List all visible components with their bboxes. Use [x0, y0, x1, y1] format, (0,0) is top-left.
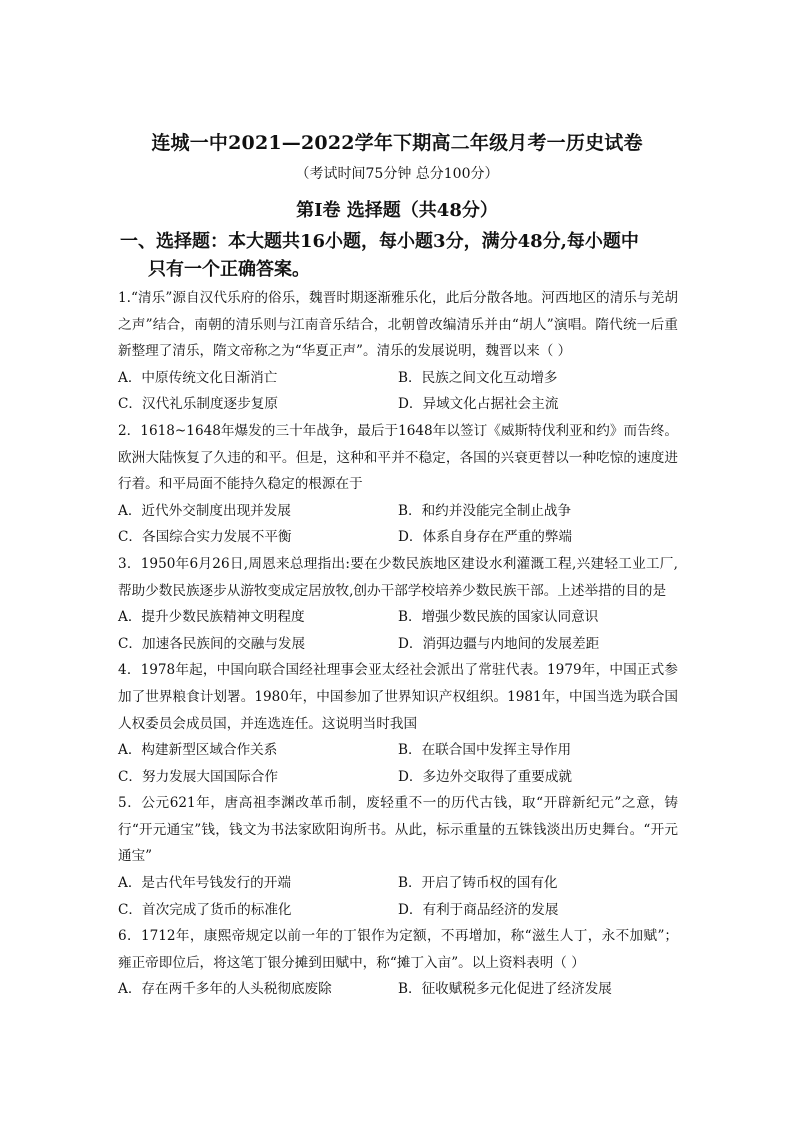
option-c: C．努力发展大国国际合作 — [118, 768, 278, 785]
part-title: 第Ⅰ卷 选择题（共48分） — [296, 200, 498, 221]
option-c: C．首次完成了货币的标准化 — [118, 901, 292, 918]
option-b: B．在联合国中发挥主导作用 — [398, 742, 572, 759]
question-stem: 6．1712年，康熙帝规定以前一年的丁银作为定额，不再增加，称“滋生人丁，永不加赋”；雍正帝即位后，将这笔丁银分摊到田赋中，称“摊丁入亩”。以上资料表明（ ） — [118, 928, 678, 971]
option-a: A．提升少数民族精神文明程度 — [118, 609, 305, 626]
question-5 — [118, 790, 678, 923]
option-a: A．构建新型区域合作关系 — [118, 742, 278, 759]
option-c: C．汉代礼乐制度逐步复原 — [118, 396, 278, 413]
exam-subtitle: （考试时间75分钟 总分100分） — [295, 166, 499, 182]
option-a: A．中原传统文化日渐消亡 — [118, 369, 278, 386]
question-1 — [118, 285, 678, 418]
option-d: D．体系自身存在严重的弊端 — [398, 529, 573, 546]
question-options — [118, 365, 678, 418]
question-3 — [118, 551, 678, 657]
option-b: B．和约并没能完全制止战争 — [398, 502, 572, 519]
section-heading-line1: 一、选择题：本大题共16小题，每小题3分，满分48分,每小题中 — [120, 231, 639, 252]
option-a: A．近代外交制度出现并发展 — [118, 502, 291, 519]
question-options — [118, 870, 678, 923]
option-b: B．增强少数民族的国家认同意识 — [398, 609, 599, 626]
option-d: D．消弭边疆与内地间的发展差距 — [398, 635, 600, 652]
option-b: B．开启了铸币权的国有化 — [398, 875, 558, 892]
option-c: C．各国综合实力发展不平衡 — [118, 529, 292, 546]
question-options — [118, 976, 678, 1003]
option-a: A．存在两千多年的人头税彻底废除 — [118, 981, 332, 998]
question-stem: 5．公元621年，唐高祖李渊改革币制，废轻重不一的历代古钱，取“开辟新纪元”之意，铸行“开元通宝”钱，钱文为书法家欧阳询所书。从此，标示重量的五铢钱淡出历史舞台。“开元通宝” — [118, 795, 678, 865]
question-stem: 2．1618~1648年爆发的三十年战争，最后于1648年以签订《威斯特伐利亚和约》而告终。欧洲大陆恢复了久违的和平。但是，这种和平并不稳定，各国的兴衰更替以一种吃惊的速度进行着。和平局面不能持久稳定的根源在于 — [118, 422, 678, 493]
option-b: B．民族之间文化互动增多 — [398, 369, 558, 386]
question-options — [118, 498, 678, 551]
option-d: D．异域文化占据社会主流 — [398, 396, 559, 413]
exam-title: 连城一中2021—2022学年下期高二年级月考一历史试卷 — [151, 132, 643, 154]
question-list — [118, 285, 678, 1003]
option-b: B．征收赋税多元化促进了经济发展 — [398, 981, 612, 998]
section-heading-line2: 只有一个正确答案。 — [148, 259, 310, 280]
option-d: D．多边外交取得了重要成就 — [398, 768, 573, 785]
question-2 — [118, 418, 678, 551]
option-c: C．加速各民族间的交融与发展 — [118, 635, 306, 652]
option-d: D．有利于商品经济的发展 — [398, 901, 559, 918]
option-a: A．是古代年号钱发行的开端 — [118, 875, 291, 892]
question-stem: 4．1978年起，中国向联合国经社理事会亚太经社会派出了常驻代表。1979年，中国正式参加了世界粮食计划署。1980年，中国参加了世界知识产权组织。1981年，中国当选为联合国人权委员会成员国，并连选连任。这说明当时我国 — [118, 662, 678, 732]
question-options — [118, 604, 678, 657]
question-4 — [118, 657, 678, 790]
question-6 — [118, 923, 678, 1003]
section-heading — [120, 228, 690, 284]
question-stem: 1.“清乐”源自汉代乐府的俗乐，魏晋时期逐渐雅乐化，此后分散各地。河西地区的清乐与羌胡之声”结合，南朝的清乐则与江南音乐结合，北朝曾改编清乐并由“胡人”演唱。隋代统一后重新整理了清乐，隋文帝称之为“华夏正声”。清乐的发展说明，魏晋以来（ ） — [118, 290, 678, 360]
question-options — [118, 737, 678, 790]
question-stem: 3．1950年6月26日,周恩来总理指出:要在少数民族地区建设水利灌溉工程,兴建轻工业工厂,帮助少数民族逐步从游牧变成定居放牧,创办干部学校培养少数民族干部。上述举措的目的是 — [118, 555, 678, 599]
